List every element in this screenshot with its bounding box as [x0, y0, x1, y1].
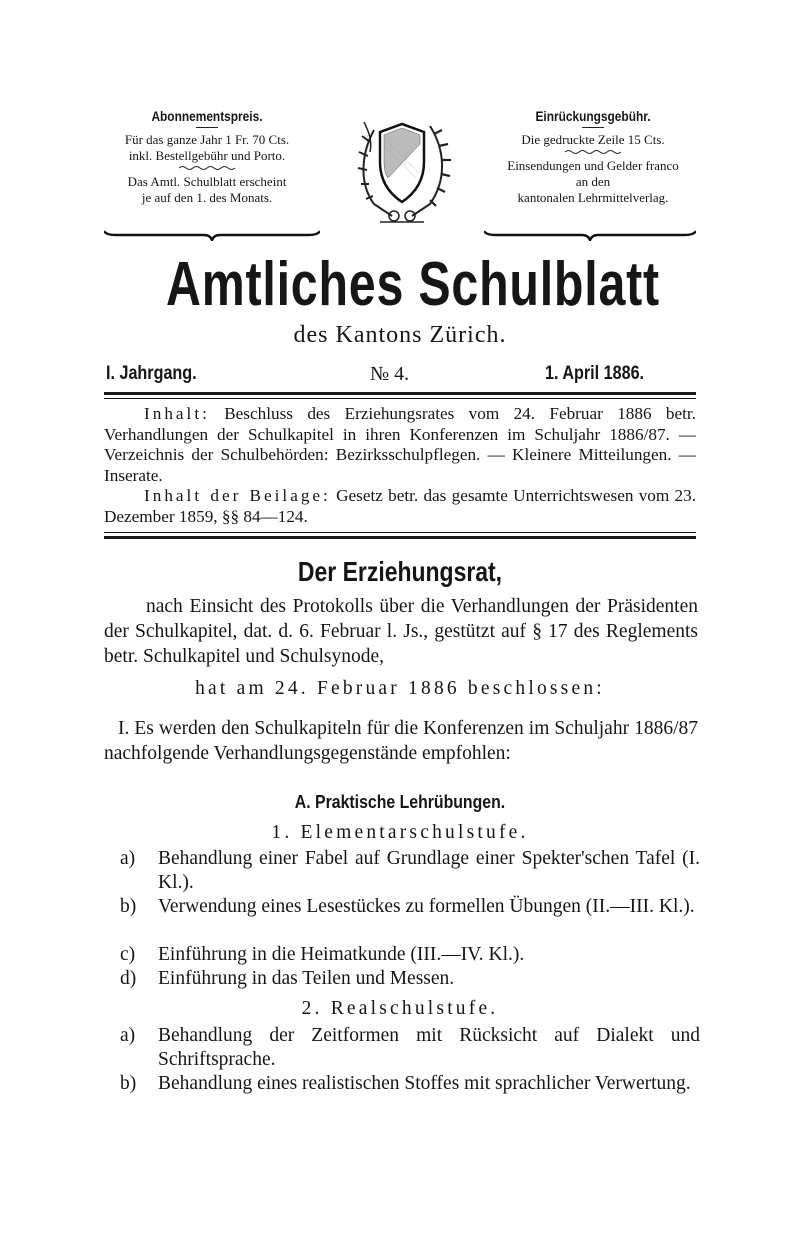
supplement-paragraph: [104, 486, 696, 527]
item-label: a): [120, 1025, 136, 1046]
header-rule-thin: [104, 398, 696, 399]
item-text: Einführung in die Heimatkunde (III.—IV. Kl.).: [158, 944, 525, 965]
article-intro: nach Einsicht des Protokolls über die Verhandlungen der Präsidenten der Schulkapitel, dat. d. 6. Februar l. Js., gestützt auf § 17 des Reglements betr. Schulkapitel und Schulsynode,: [104, 596, 698, 667]
brace-icon: [484, 229, 696, 241]
publisher-name: kantonalen Lehrmittelverlag.: [517, 190, 669, 205]
item-label: c): [120, 944, 136, 965]
subscription-price: Für das ganze Jahr 1 Fr. 70 Cts.: [124, 132, 290, 147]
item-text: Behandlung der Zeitformen mit Rücksicht auf Dialekt und Schriftsprache.: [158, 1025, 700, 1070]
brace-icon: [104, 229, 320, 241]
article-heading: Der Erziehungsrat,: [297, 556, 503, 587]
issue-number: № 4.: [370, 363, 410, 385]
volume-label: I. Jahrgang.: [106, 363, 197, 384]
contents-label: Inhalt:: [144, 404, 210, 423]
insertion-fee-box: [478, 108, 708, 206]
resolution-line: hat am 24. Februar 1886 beschlossen:: [195, 678, 605, 699]
issue-date: 1. April 1886.: [545, 363, 645, 384]
wave-divider-icon: [179, 165, 235, 171]
contents-text: Beschluss des Erziehungsrates vom 24. Februar 1886 betr. Verhandlungen der Schulkapitel in ihren Konferenzen im Schuljahr 1886/87. — Verzeichnis der Schulbehörden: Bezirksschulpflegen. — Kleinere Mitteilungen. — Inserate.: [104, 404, 696, 485]
publication-schedule: je auf den 1. des Monats.: [141, 190, 273, 205]
section-a-heading: A. Praktische Lehrübungen.: [294, 792, 506, 812]
submissions-note: Einsendungen und Gelder franco: [507, 158, 679, 173]
point-one: I. Es werden den Schulkapiteln für die Konferenzen im Schuljahr 1886/87 nachfolgende Verhandlungsgegenstände empfohlen:: [104, 718, 698, 764]
list-item: [120, 967, 700, 991]
item-text: Einführung in das Teilen und Messen.: [158, 968, 455, 989]
subscription-note: inkl. Bestellgebühr und Porto.: [128, 148, 286, 163]
wave-divider-icon: [565, 149, 621, 155]
list-item: [120, 943, 700, 967]
subsection-1-heading: 1. Elementarschulstufe.: [271, 822, 529, 843]
contents-rule: [104, 536, 696, 539]
subsection-2-heading: 2. Realschulstufe.: [301, 998, 499, 1019]
item-label: d): [120, 968, 137, 989]
divider: [196, 127, 218, 128]
insertion-fee-price: Die gedruckte Zeile 15 Cts.: [521, 132, 665, 147]
list-item: [120, 895, 700, 919]
contents-rule-thin: [104, 532, 696, 533]
supplement-text: Gesetz betr. das gesamte Unterrichtswesen vom 23. Dezember 1859, §§ 84—124.: [104, 486, 697, 526]
list-item: [120, 847, 700, 895]
supplement-label: Inhalt der Beilage:: [144, 486, 331, 505]
insertion-fee-heading: Einrückungsgebühr.: [535, 108, 651, 124]
subscription-box: [92, 108, 322, 206]
publication-note: Das Amtl. Schulblatt erscheint: [127, 174, 287, 189]
publication-subtitle: des Kantons Zürich.: [293, 322, 507, 348]
list-item: [120, 1072, 700, 1096]
publication-title: Amtliches Schulblatt: [166, 250, 660, 319]
contents-paragraph: [104, 404, 696, 486]
item-label: b): [120, 896, 137, 917]
submissions-note-2: an den: [575, 174, 611, 189]
header-rule: [104, 392, 696, 395]
list-item: [120, 1024, 700, 1072]
item-text: Behandlung eines realistischen Stoffes mit sprachlicher Verwertung.: [158, 1073, 691, 1094]
item-text: Behandlung einer Fabel auf Grundlage einer Spekter'schen Tafel (I. Kl.).: [158, 848, 700, 893]
divider: [582, 127, 604, 128]
item-text: Verwendung eines Lesestückes zu formellen Übungen (II.—III. Kl.).: [158, 896, 695, 917]
item-label: a): [120, 848, 136, 869]
zurich-coat-of-arms-icon: [340, 112, 464, 230]
subscription-heading: Abonnementspreis.: [151, 108, 263, 124]
item-label: b): [120, 1073, 137, 1094]
